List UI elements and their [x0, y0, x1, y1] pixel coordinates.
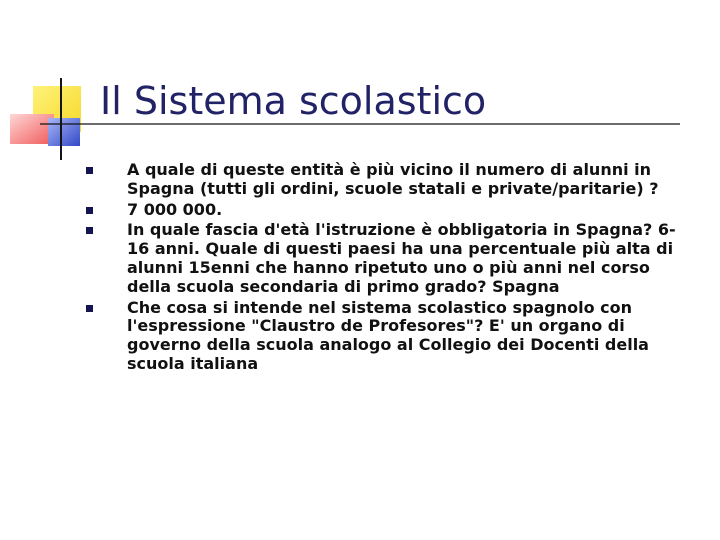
- bullet-text: Che cosa si intende nel sistema scolastico spagnolo con l'espressione "Claustro de Profesores"? E' un organo di governo della scuola analogo al Collegio dei Docenti della scuola italiana: [127, 297, 649, 373]
- bullet-square-icon: [86, 167, 93, 174]
- slide-title: Il Sistema scolastico: [100, 79, 487, 123]
- bullet-text: A quale di queste entità è più vicino il numero di alunni in Spagna (tutti gli ordini, scuole statali e private/paritarie) ?: [127, 160, 659, 198]
- bullet-item: [86, 221, 698, 296]
- bullet-item: [86, 161, 698, 199]
- bullet-square-icon: [86, 305, 93, 312]
- bullet-text: In quale fascia d'età l'istruzione è obbligatoria in Spagna? 6- 16 anni. Quale di questi paesi ha una percentuale più alta di alunni 15enni che hanno ripetuto uno o più anni nel corso della scuola secondaria di primo grado? Spagna: [127, 220, 676, 296]
- bullet-item: [86, 201, 698, 220]
- deco-red-square: [10, 114, 54, 144]
- bullet-text: 7 000 000.: [127, 199, 223, 219]
- bullet-item: [86, 299, 698, 374]
- deco-blue-square: [48, 118, 80, 146]
- bullet-list: [86, 161, 698, 376]
- bullet-square-icon: [86, 207, 93, 214]
- bullet-square-icon: [86, 227, 93, 234]
